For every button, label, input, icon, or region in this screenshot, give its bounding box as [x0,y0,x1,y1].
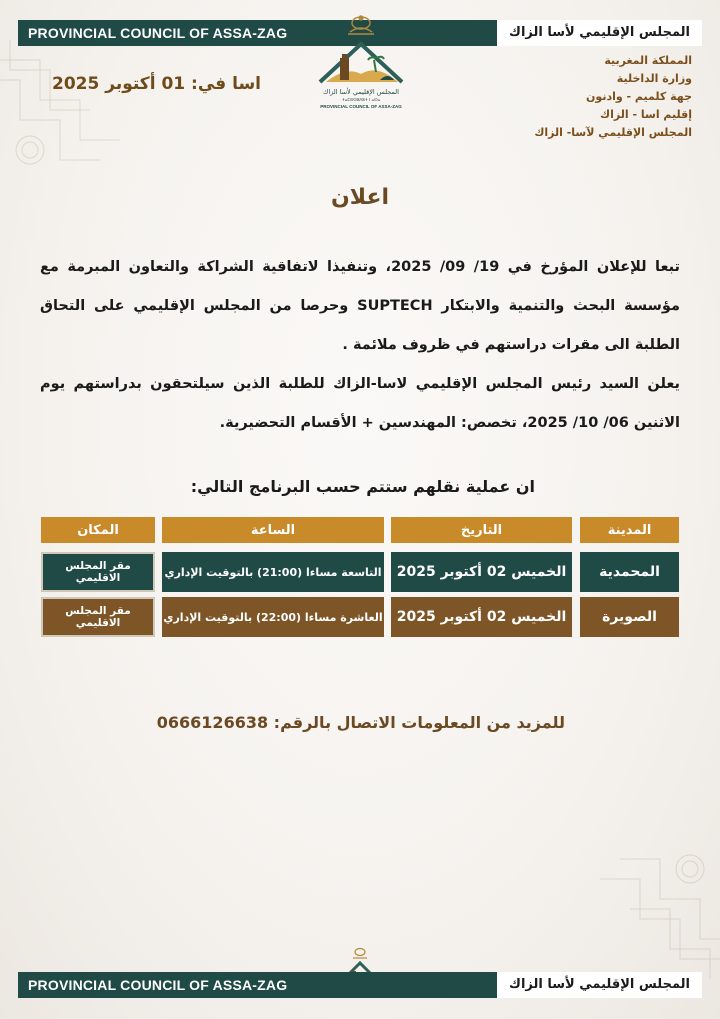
council-emblem-icon [306,10,416,120]
table-header-date: التاريخ [391,517,572,543]
decorative-pattern-icon [570,829,720,979]
table-cell-city: الصويرة [580,597,679,637]
table-cell-city: المحمدية [580,552,679,592]
header-title-ar: المجلس الإقليمي لأسا الزاك [497,20,702,46]
announcement-title: اعلان [330,185,390,210]
table-header-city: المدينة [580,517,679,543]
admin-line: المملكة المغربية [604,54,692,67]
contact-label: للمزيد من المعلومات الاتصال بالرقم: [273,713,565,732]
admin-line: وزارة الداخلية [616,72,692,85]
table-cell-place: مقر المجلس الاقليمي [41,552,155,592]
document-date [52,74,261,94]
table-cell-time: التاسعة مساءا (21:00) بالتوقيت الإداري [162,552,384,592]
administrative-header [534,52,692,142]
decorative-pattern-icon [0,40,150,190]
emblem-caption-ar: المجلس الإقليمي لأسا الزاك [323,88,399,96]
date-value: 01 أكتوبر 2025 [52,74,186,94]
header-title-en: PROVINCIAL COUNCIL OF ASSA-ZAG [28,25,288,41]
body-paragraph: تبعا للإعلان المؤرخ في 19/ 09/ 2025، وتنفيذا لاتفاقية الشراكة والتعاون المبرمة مع مؤسسة البحث والتنمية والابتكار SUPTECH وحرصا من المجلس الإقليمي على التحاق الطلبة الى مقرات دراستهم في ظروف ملائمة . [40,259,680,353]
table-header-place: المكان [41,517,155,543]
admin-line: المجلس الإقليمي لآسا- الزاك [534,126,692,139]
schedule-intro: ان عملية نقلهم ستتم حسب البرنامج التالي: [190,477,535,496]
footer-title-en: PROVINCIAL COUNCIL OF ASSA-ZAG [28,977,288,993]
date-prefix: اسا في: [191,74,262,94]
table-header-time: الساعة [162,517,384,543]
svg-text:ⵜⴰⵎⵙⵙⵓⴷⵓⵜ ⵏ ⴰⵙⴰ: ⵜⴰⵎⵙⵙⵓⴷⵓⵜ ⵏ ⴰⵙⴰ [341,97,381,102]
admin-line: إقليم اسا - الزاك [600,108,692,121]
announcement-body [40,248,680,443]
table-cell-date: الخميس 02 أكتوبر 2025 [391,552,572,592]
contact-line [157,713,565,732]
table-cell-time: العاشرة مساءا (22:00) بالتوقيت الإداري [162,597,384,637]
table-cell-date: الخميس 02 أكتوبر 2025 [391,597,572,637]
footer-title-ar: المجلس الإقليمي لأسا الزاك [497,972,702,998]
table-cell-place: مقر المجلس الاقليمي [41,597,155,637]
contact-phone[interactable]: 0666126638 [156,713,269,732]
emblem-caption-en: PROVINCIAL COUNCIL OF ASSA-ZAG [320,104,402,109]
body-paragraph: يعلن السيد رئيس المجلس الإقليمي لاسا-الزاك للطلبة الذين سيلتحقون بدراستهم يوم الاثنين 06/ 10/ 2025، تخصص: المهندسين + الأقسام التحضيرية. [40,376,680,431]
footer-bar [18,972,702,998]
admin-line: جهة كلميم - وادنون [586,90,692,103]
